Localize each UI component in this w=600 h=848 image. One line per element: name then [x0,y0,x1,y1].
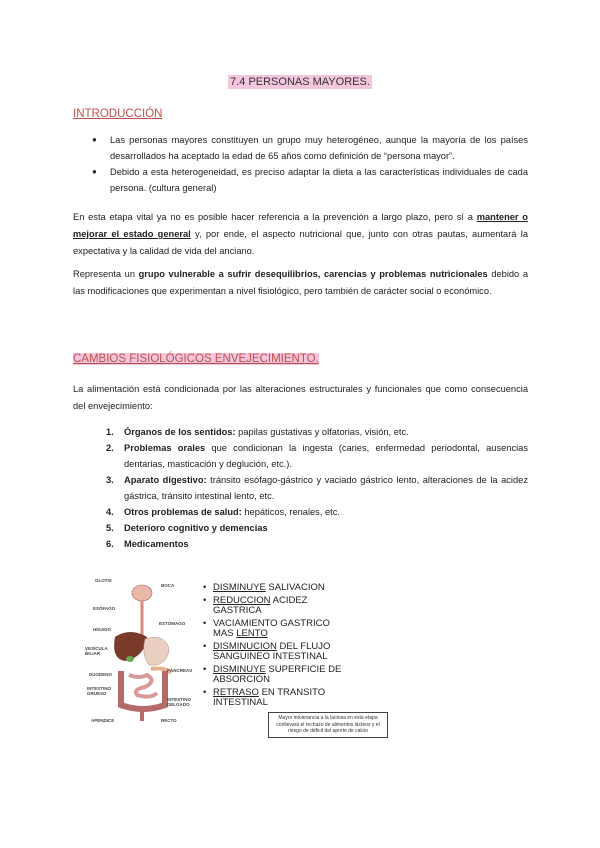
list-item: 6. Medicamentos [106,539,189,549]
intro-heading: INTRODUCCIÓN [73,108,163,120]
label-higado: HÍGADO [93,627,111,632]
label-intestino-grueso: INTESTINO GRUESO [87,686,112,696]
list-item: • VACIAMIENTO GASTRICO MAS LENTO [203,619,353,640]
intro-bullet-list [92,132,528,196]
list-item: • DISMINUYE SALIVACION [203,583,353,594]
label-esofago: ESÓFAGO [93,606,116,611]
list-item: 3. Aparato digestivo: tránsito esófago-gástrico y vaciado gástrico lento, alteraciones de la acidez gástrica, tránsito intestinal lento, etc. [106,475,528,501]
list-item: • REDUCCION ACIDEZ GASTRICA [203,596,353,617]
label-pancreas: PÁNCREAS [167,668,193,673]
label-duodeno: DUODENO [89,672,113,677]
intro-paragraph-2: Representa un grupo vulnerable a sufrir desequilibrios, carencias y problemas nutricionales debido a las modificaciones que experimentan a nivel fisiológico, pero también de carácter social o económico. [73,269,528,296]
digestive-system-figure [85,575,385,747]
list-item: 2. Problemas orales que condicionan la ingesta (caries, enfermedad periodontal, ausencias dentarias, masticación y deglución, etc.). [106,443,528,469]
lactose-note-box: Mayor intolerancia a la lactosa en esta etapa conllevará el rechazo de alimentos lácteos y el riesgo de déficit del aporte de calcio [268,712,388,738]
list-item: ● Debido a esta heterogeneidad, es preciso adaptar la dieta a las características individuales de cada persona. (cultura general) [92,164,528,196]
label-recto: RECTO [161,718,177,723]
page-title: 7.4 PERSONAS MAYORES. [230,76,370,88]
list-item: • DISMINUYE SUPERFICIE DE ABSORCION [203,665,353,686]
intro-paragraph-1: En esta etapa vital ya no es posible hacer referencia a la prevención a largo plazo, pero sí a mantener o mejorar el estado general y, por ende, el aspecto nutricional que, junto con otras pautas, aumentará la expectativa y la calidad de vida del anciano. [73,212,528,256]
cambios-heading: CAMBIOS FISIOLÓGICOS ENVEJECIMIENTO. [73,353,319,365]
list-item: 1. Órganos de los sentidos: papilas gustativas y olfatorias, visión, etc. [106,427,409,437]
cambios-paragraph: La alimentación está condicionada por las alteraciones estructurales y funcionales que como consecuencia del envejecimiento: [73,384,528,411]
label-boca: BOCA [161,583,175,588]
list-item: • RETRASO EN TRANSITO INTESTINAL [203,688,353,709]
cambios-numbered-list [106,424,528,552]
list-item: • DISMINUCION DEL FLUJO SANGUINEO INTESTINAL [203,642,353,663]
list-item: ● Las personas mayores constituyen un grupo muy heterogéneo, aunque la mayoría de los países desarrollados ha aceptado la edad de 65 años como definición de “persona mayor”. [92,132,528,164]
list-item: 5. Deterioro cognitivo y demencias [106,523,268,533]
label-apendice: APÉNDICE [91,718,115,723]
label-vesicula: VESÍCULA BILIAR [85,646,108,656]
label-estomago: ESTÓMAGO [159,621,186,626]
label-intestino-delgado: INTESTINO DELGADO [167,697,192,707]
list-item: 4. Otros problemas de salud: hepáticos, renales, etc. [106,507,340,517]
aging-effects-list [203,583,353,711]
label-glotis: GLOTIS [95,578,112,583]
